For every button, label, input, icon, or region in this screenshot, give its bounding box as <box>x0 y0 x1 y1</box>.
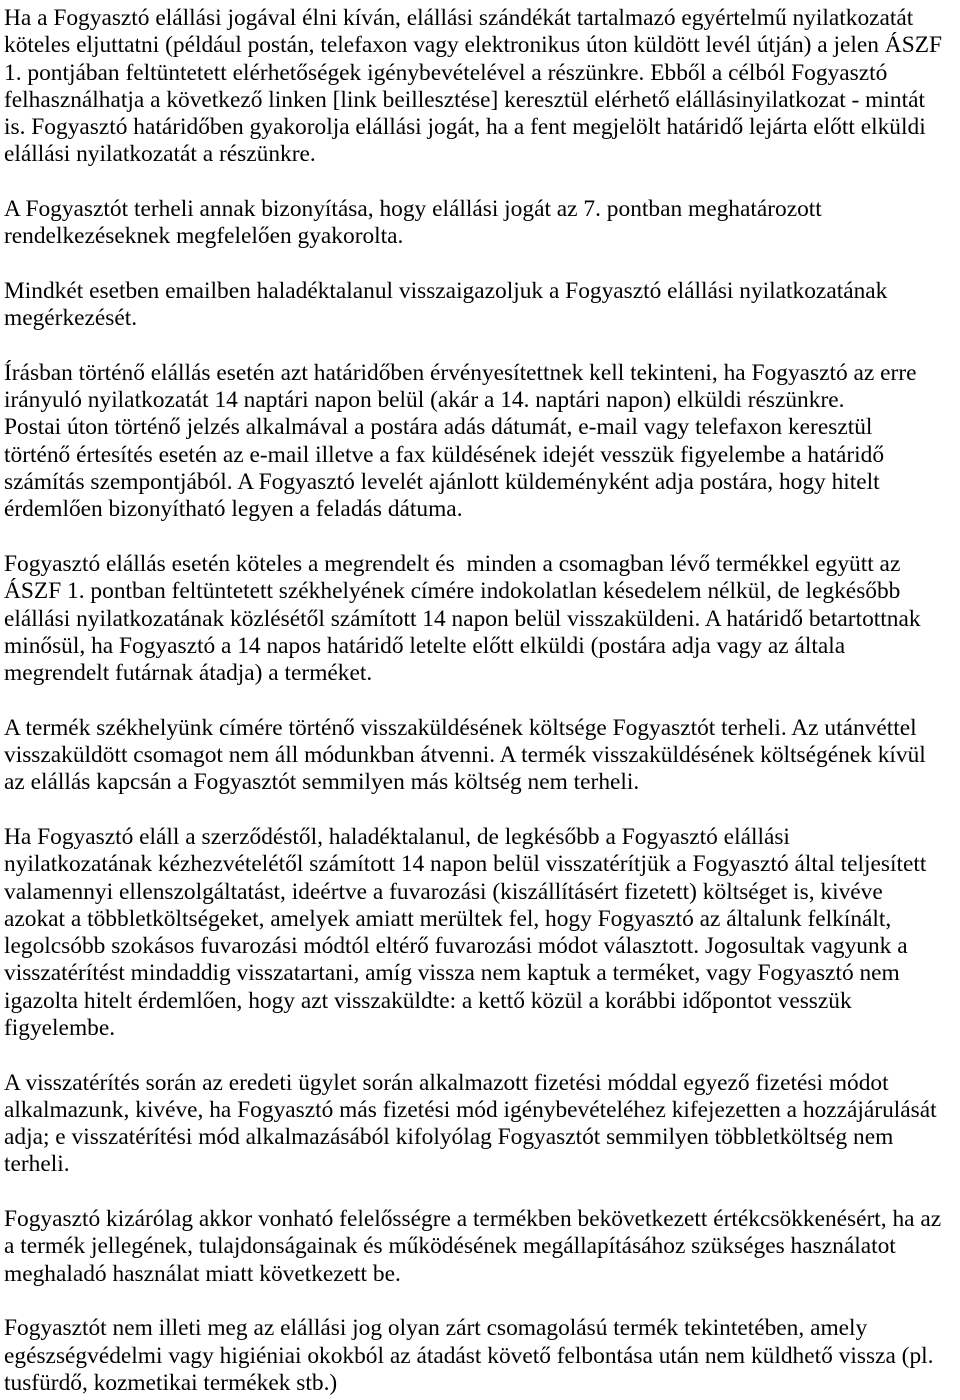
text-line: Postai úton történő jelzés alkalmával a postára adás dátumát, e-mail vagy telefaxon keresztül <box>4 414 873 441</box>
text-line: Ha Fogyasztó eláll a szerződéstől, haladéktalanul, de legkésőbb a Fogyasztó elállási <box>4 823 790 850</box>
text-line: ÁSZF 1. pontban feltüntetett székhelyének címére indokolatlan késedelem nélkül, de legkésőbb <box>4 578 901 605</box>
refund-paragraph <box>4 824 960 1042</box>
text-line: igazolta hitelt érdemlően, hogy azt visszaküldte: a kettő közül a korábbi időpontot vesszük <box>4 987 852 1014</box>
text-line: A Fogyasztót terheli annak bizonyítása, hogy elállási jogát az 7. pontban meghatározott <box>4 196 822 223</box>
confirmation-paragraph <box>4 278 960 333</box>
text-line: egészségvédelmi vagy higiéniai okokból az átadást követő felbontása után nem küldhető vissza (pl. <box>4 1342 934 1369</box>
depreciation-liability-paragraph <box>4 1206 960 1288</box>
text-line: elállási nyilatkozatának közlésétől számított 14 napon belül visszaküldeni. A határidő betartottnak <box>4 605 921 632</box>
text-line: történő értesítés esetén az e-mail illetve a fax küldésének idejét vesszük figyelembe a határidő <box>4 441 885 468</box>
text-line: legolcsóbb szokásos fuvarozási módtól eltérő fuvarozási módot választott. Jogosultak vagyunk a <box>4 933 908 960</box>
product-return-paragraph <box>4 551 960 687</box>
text-line: Ha a Fogyasztó elállási jogával élni kíván, elállási szándékát tartalmazó egyértelmű nyilatkozatát <box>4 5 914 31</box>
text-line: visszatérítést mindaddig visszatartani, amíg vissza nem kaptuk a terméket, vagy Fogyasztó nem <box>4 960 900 987</box>
text-line: Fogyasztó kizárólag akkor vonható felelősségre a termékben bekövetkezett értékcsökkenésért, ha az <box>4 1206 942 1233</box>
text-line: megrendelt futárnak átadja) a terméket. <box>4 660 373 687</box>
text-line: azokat a többletköltségeket, amelyek amiatt merültek fel, hogy Fogyasztó az általunk felkínált, <box>4 905 892 932</box>
text-line: a termék jellegének, tulajdonságainak és működésének megállapításához szükséges használatot <box>4 1233 896 1260</box>
text-line: Írásban történő elállás esetén azt határidőben érvényesítettnek kell tekinteni, ha Fogyasztó az erre <box>4 359 917 386</box>
text-line: A termék székhelyünk címére történő visszaküldésének költsége Fogyasztót terheli. Az utánvéttel <box>4 714 917 741</box>
text-line: alkalmazunk, kivéve, ha Fogyasztó más fizetési mód igénybevételéhez kifejezetten a hozzájárulását <box>4 1096 937 1123</box>
text-line: minősül, ha Fogyasztó a 14 napos határidő letelte előtt elküldi (postára adja vagy az általa <box>4 632 846 659</box>
text-line: az elállás kapcsán a Fogyasztót semmilyen más költség nem terheli. <box>4 769 640 796</box>
text-line: elállási nyilatkozatát a részünkre. <box>4 141 316 168</box>
text-line: valamennyi ellenszolgáltatást, ideértve a fuvarozási (kiszállításért fizetett) költséget is, kivéve <box>4 878 883 905</box>
text-line: tusfürdő, kozmetikai termékek stb.) <box>4 1369 338 1396</box>
text-line: figyelembe. <box>4 1014 116 1041</box>
text-line: adja; e visszatérítési mód alkalmazásából kifolyólag Fogyasztót semmilyen többletköltség nem <box>4 1124 894 1151</box>
text-line: visszaküldött csomagot nem áll módunkban átvenni. A termék visszaküldésének költségének kívül <box>4 742 926 769</box>
written-withdrawal-deadline-paragraph <box>4 360 960 524</box>
text-line: irányuló nyilatkozatát 14 naptári napon belül (akár a 14. naptári napon) elküldi részünkre. <box>4 387 845 414</box>
text-line: Fogyasztó elállás esetén köteles a megrendelt és minden a csomagban lévő termékkel együtt az <box>4 550 901 577</box>
text-line: is. Fogyasztó határidőben gyakorolja elállási jogát, ha a fent megjelölt határidő lejárta előtt elküldi <box>4 114 926 141</box>
return-cost-paragraph <box>4 715 960 797</box>
refund-method-paragraph <box>4 1070 960 1179</box>
text-line: A visszatérítés során az eredeti ügylet során alkalmazott fizetési móddal egyező fizetési módot <box>4 1069 889 1096</box>
withdrawal-exception-paragraph <box>4 1315 960 1397</box>
text-line: megérkezését. <box>4 305 138 332</box>
withdrawal-declaration-paragraph <box>4 5 960 169</box>
text-line: Mindkét esetben emailben haladéktalanul visszaigazoljuk a Fogyasztó elállási nyilatkozatának <box>4 277 888 304</box>
text-line: érdemlően bizonyítható legyen a feladás dátuma. <box>4 496 463 523</box>
text-line: köteles eljuttatni (például postán, telefaxon vagy elektronikus úton küldött levél útján) a jelen ÁSZF <box>4 32 943 59</box>
text-line: Fogyasztót nem illeti meg az elállási jog olyan zárt csomagolású termék tekintetében, amely <box>4 1315 868 1342</box>
text-line: felhasználhatja a következő linken [link beillesztése] keresztül elérhető elállásinyilatkozat - mintát <box>4 86 925 113</box>
text-line: terheli. <box>4 1151 70 1178</box>
text-line: meghaladó használat miatt következett be. <box>4 1260 401 1287</box>
text-line: nyilatkozatának kézhezvételétől számított 14 napon belül visszatérítjük a Fogyasztó által teljesített <box>4 851 927 878</box>
burden-of-proof-paragraph <box>4 196 960 251</box>
text-line: rendelkezéseknek megfelelően gyakorolta. <box>4 223 404 250</box>
text-line: számítás szempontjából. A Fogyasztó levelét ajánlott küldeményként adja postára, hogy hitelt <box>4 469 880 496</box>
text-line: 1. pontjában feltüntetett elérhetőségek igénybevételével a részünkre. Ebből a célból Fogyasztó <box>4 59 888 86</box>
